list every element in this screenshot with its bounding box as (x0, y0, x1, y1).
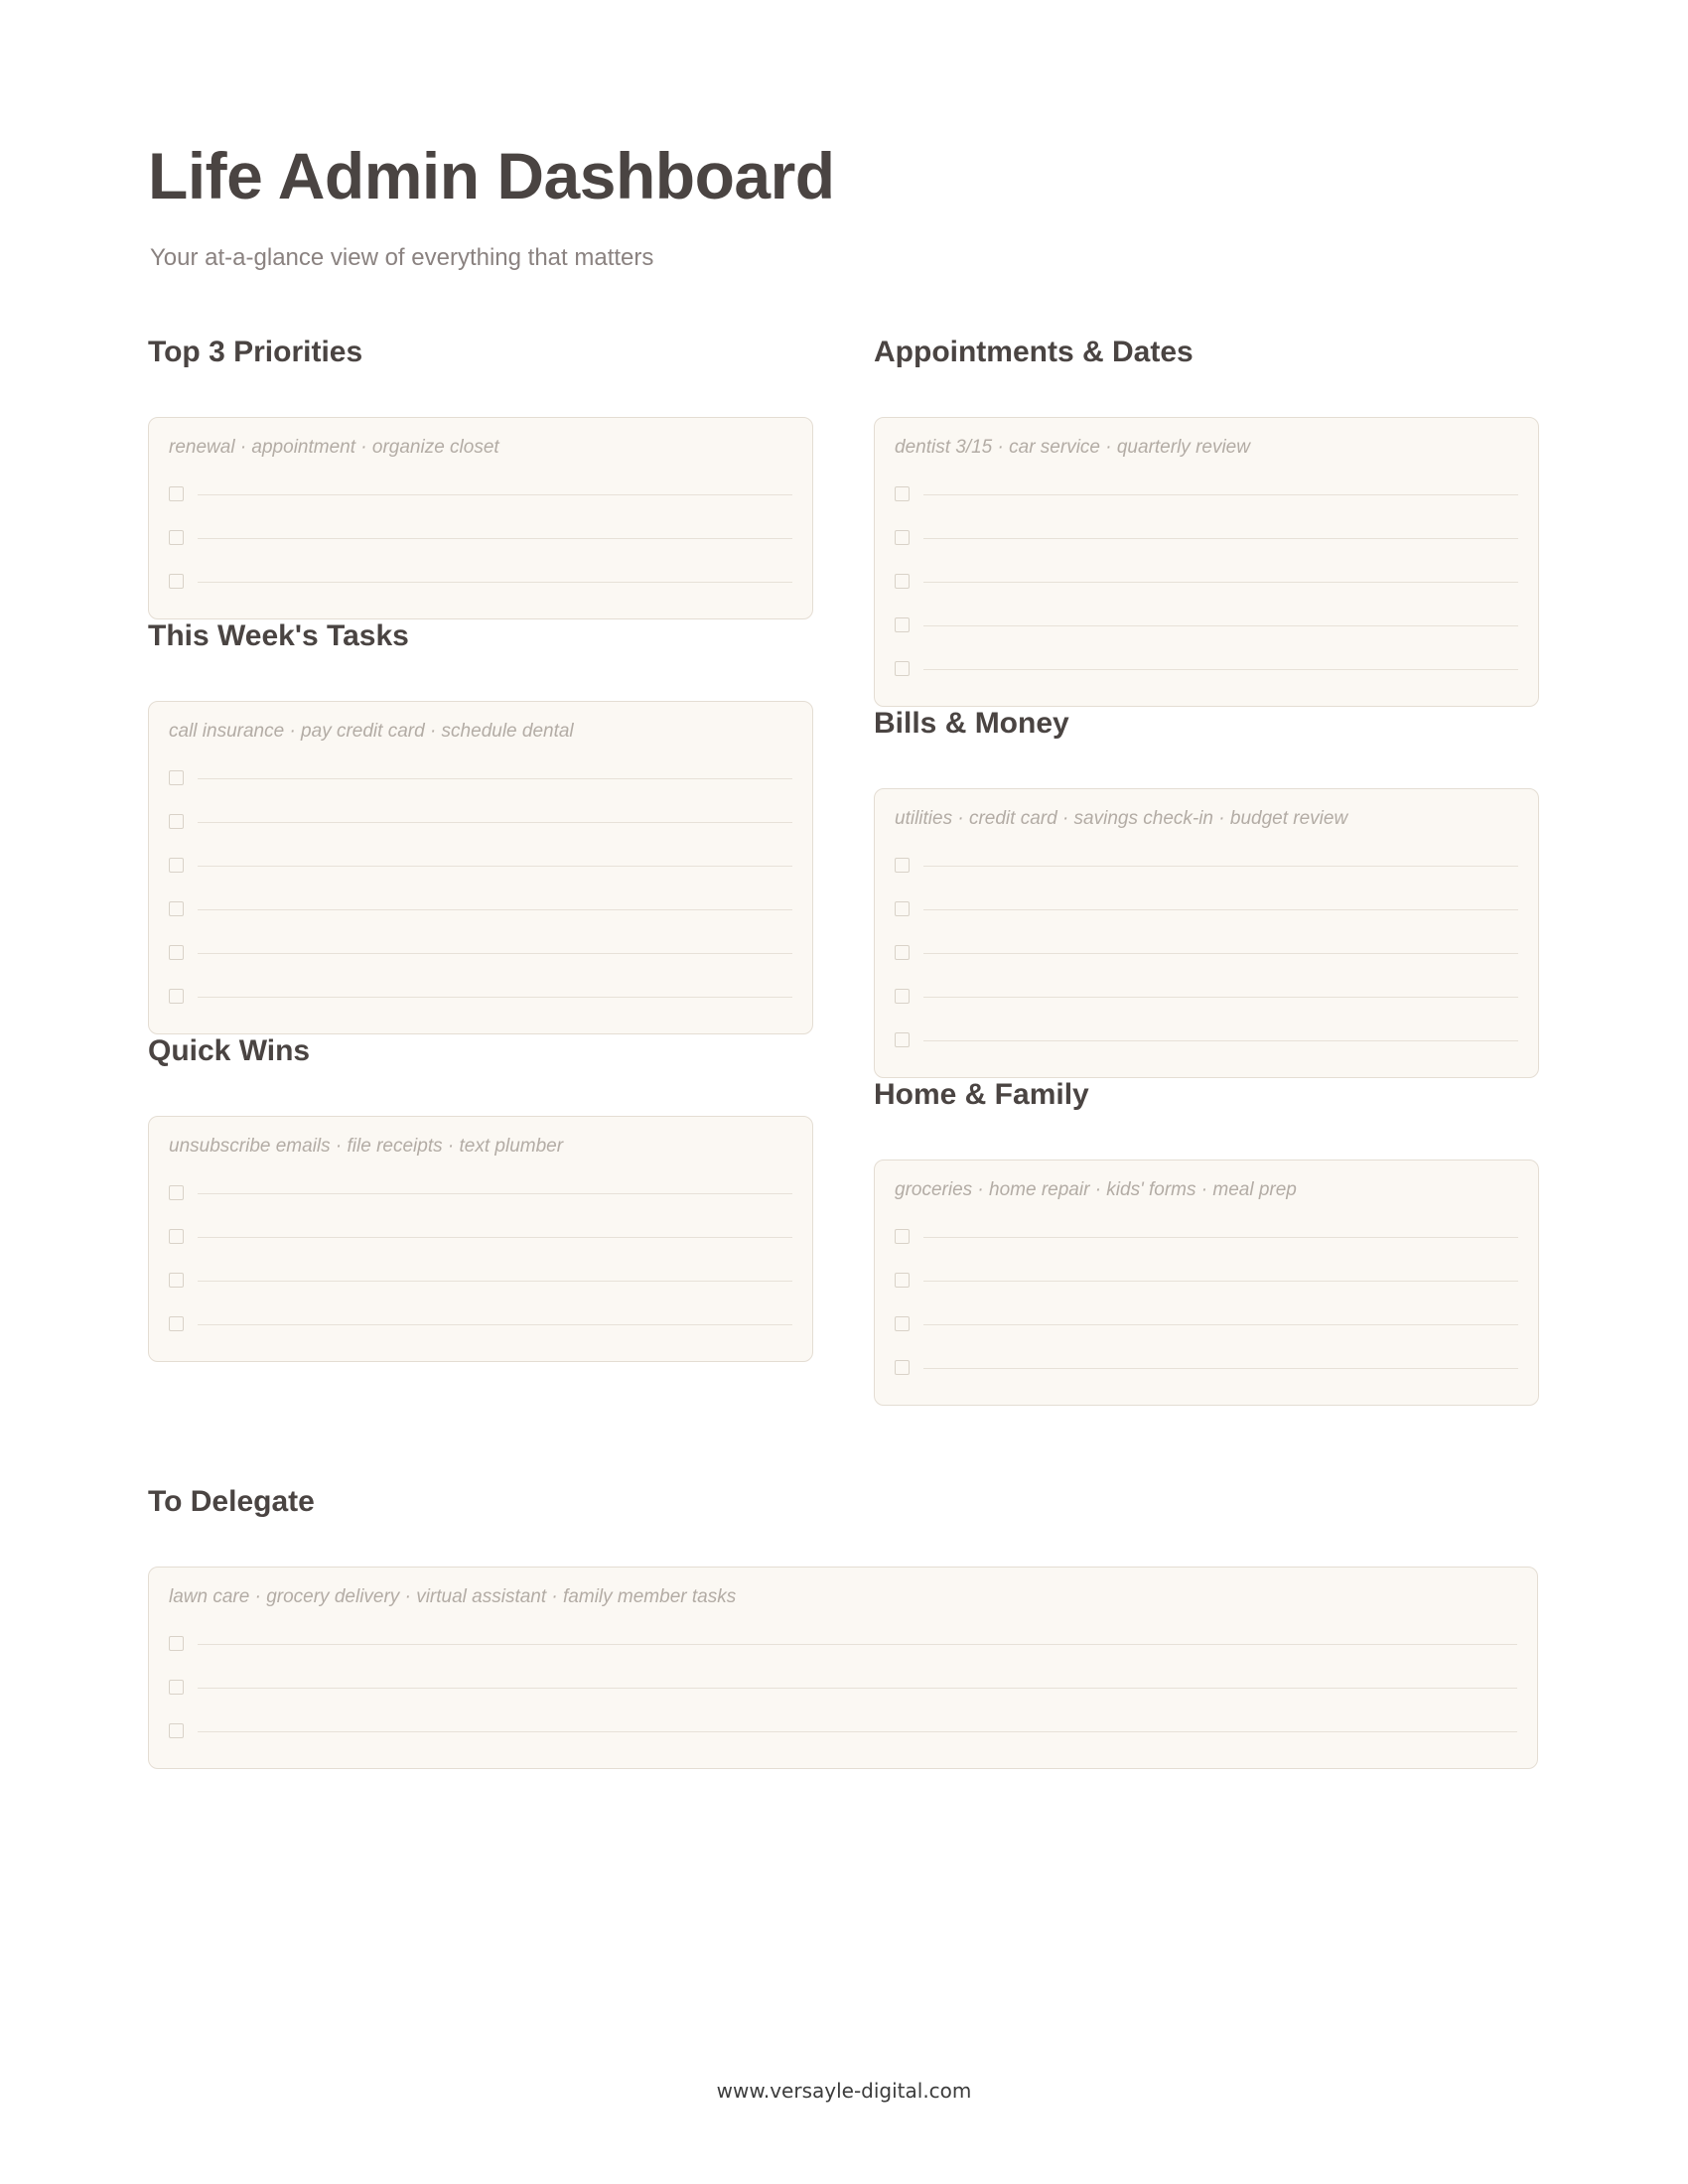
checkbox[interactable] (169, 1723, 184, 1738)
checklist-row (895, 1214, 1518, 1258)
write-in-line[interactable] (198, 866, 792, 867)
write-in-line[interactable] (198, 1731, 1517, 1732)
checkbox[interactable] (169, 574, 184, 589)
write-in-line[interactable] (198, 1688, 1517, 1689)
section-quick-wins (148, 1036, 813, 1362)
section-card (148, 1567, 1538, 1769)
checklist (169, 1621, 1517, 1752)
checkbox[interactable] (895, 486, 910, 501)
checkbox[interactable] (169, 901, 184, 916)
section-hint: dentist 3/15 · car service · quarterly review (895, 437, 1250, 458)
checkbox[interactable] (895, 1316, 910, 1331)
checklist-row (895, 974, 1518, 1018)
checklist-row (895, 930, 1518, 974)
checklist-row (169, 1170, 792, 1214)
checkbox[interactable] (895, 1032, 910, 1047)
checklist-row (895, 646, 1518, 690)
checklist-row (169, 559, 792, 603)
page-subtitle: Your at-a-glance view of everything that matters (150, 244, 654, 271)
checkbox[interactable] (895, 574, 910, 589)
write-in-line[interactable] (923, 953, 1518, 954)
section-hint: renewal · appointment · organize closet (169, 437, 499, 458)
checkbox[interactable] (895, 661, 910, 676)
write-in-line[interactable] (923, 538, 1518, 539)
checkbox[interactable] (169, 1316, 184, 1331)
checklist-row (169, 1214, 792, 1258)
write-in-line[interactable] (198, 494, 792, 495)
write-in-line[interactable] (923, 625, 1518, 626)
checklist-row (169, 1665, 1517, 1708)
section-title: Top 3 Priorities (148, 336, 363, 368)
checkbox[interactable] (169, 858, 184, 873)
write-in-line[interactable] (198, 1237, 792, 1238)
checkbox[interactable] (169, 1636, 184, 1651)
checklist-row (169, 887, 792, 930)
write-in-line[interactable] (198, 1193, 792, 1194)
footer-url: www.versayle-digital.com (716, 2079, 972, 2103)
write-in-line[interactable] (923, 909, 1518, 910)
checklist-row (169, 930, 792, 974)
section-title: Bills & Money (874, 707, 1069, 740)
section-title: To Delegate (148, 1485, 315, 1518)
checklist-row (169, 1301, 792, 1345)
checklist-row (169, 1708, 1517, 1752)
write-in-line[interactable] (923, 1281, 1518, 1282)
section-bills-money (874, 709, 1539, 1078)
write-in-line[interactable] (923, 494, 1518, 495)
checklist-row (895, 472, 1518, 515)
checkbox[interactable] (169, 770, 184, 785)
section-hint: utilities · credit card · savings check-in · budget review (895, 808, 1348, 829)
section-title: Quick Wins (148, 1034, 311, 1067)
checkbox[interactable] (169, 1273, 184, 1288)
checklist (169, 755, 792, 1018)
section-hint: call insurance · pay credit card · schedule dental (169, 721, 574, 742)
section-top-priorities (148, 338, 813, 619)
section-card (148, 1116, 813, 1362)
checkbox[interactable] (895, 617, 910, 632)
page-title: Life Admin Dashboard (148, 139, 835, 212)
section-hint: lawn care · grocery delivery · virtual assistant · family member tasks (169, 1586, 737, 1607)
checklist-row (895, 1301, 1518, 1345)
checkbox[interactable] (169, 814, 184, 829)
write-in-line[interactable] (198, 997, 792, 998)
checklist-row (169, 1621, 1517, 1665)
section-card (874, 788, 1539, 1078)
checklist (169, 1170, 792, 1345)
checklist-row (169, 472, 792, 515)
checkbox[interactable] (895, 530, 910, 545)
section-title: This Week's Tasks (148, 619, 409, 652)
checklist-row (895, 887, 1518, 930)
section-card (874, 417, 1539, 707)
checklist-row (169, 843, 792, 887)
write-in-line[interactable] (198, 909, 792, 910)
write-in-line[interactable] (198, 538, 792, 539)
section-card (148, 417, 813, 619)
checklist-row (895, 603, 1518, 646)
checklist-row (895, 1345, 1518, 1389)
checkbox[interactable] (895, 989, 910, 1004)
checkbox[interactable] (169, 1229, 184, 1244)
checklist (895, 472, 1518, 690)
checklist-row (169, 755, 792, 799)
checkbox[interactable] (895, 901, 910, 916)
write-in-line[interactable] (923, 1040, 1518, 1041)
write-in-line[interactable] (198, 822, 792, 823)
section-card (874, 1160, 1539, 1406)
checkbox[interactable] (895, 1229, 910, 1244)
write-in-line[interactable] (198, 582, 792, 583)
section-title: Home & Family (874, 1078, 1089, 1111)
checkbox[interactable] (169, 989, 184, 1004)
checklist (895, 1214, 1518, 1389)
section-hint: groceries · home repair · kids' forms · meal prep (895, 1179, 1297, 1200)
checklist-row (169, 1258, 792, 1301)
write-in-line[interactable] (923, 866, 1518, 867)
section-appointments (874, 338, 1539, 707)
checkbox[interactable] (169, 486, 184, 501)
write-in-line[interactable] (923, 997, 1518, 998)
section-hint: unsubscribe emails · file receipts · text plumber (169, 1136, 564, 1157)
checkbox[interactable] (169, 530, 184, 545)
write-in-line[interactable] (198, 953, 792, 954)
write-in-line[interactable] (923, 582, 1518, 583)
section-weekly-tasks (148, 621, 813, 1034)
section-home-family (874, 1080, 1539, 1406)
checklist-row (895, 1258, 1518, 1301)
section-title: Appointments & Dates (874, 336, 1194, 368)
checkbox[interactable] (895, 945, 910, 960)
checkbox[interactable] (169, 1680, 184, 1695)
checklist-row (895, 843, 1518, 887)
write-in-line[interactable] (923, 1237, 1518, 1238)
write-in-line[interactable] (198, 1281, 792, 1282)
write-in-line[interactable] (198, 1324, 792, 1325)
section-card (148, 701, 813, 1034)
checklist-row (169, 799, 792, 843)
checklist-row (169, 515, 792, 559)
write-in-line[interactable] (923, 1368, 1518, 1369)
write-in-line[interactable] (923, 669, 1518, 670)
checkbox[interactable] (895, 1360, 910, 1375)
checklist-row (895, 515, 1518, 559)
checklist-row (895, 1018, 1518, 1061)
checkbox[interactable] (169, 1185, 184, 1200)
write-in-line[interactable] (198, 1644, 1517, 1645)
checkbox[interactable] (895, 1273, 910, 1288)
checklist (895, 843, 1518, 1061)
section-to-delegate (148, 1487, 1538, 1769)
checkbox[interactable] (895, 858, 910, 873)
write-in-line[interactable] (198, 778, 792, 779)
write-in-line[interactable] (923, 1324, 1518, 1325)
checklist (169, 472, 792, 603)
checklist-row (169, 974, 792, 1018)
checkbox[interactable] (169, 945, 184, 960)
checklist-row (895, 559, 1518, 603)
